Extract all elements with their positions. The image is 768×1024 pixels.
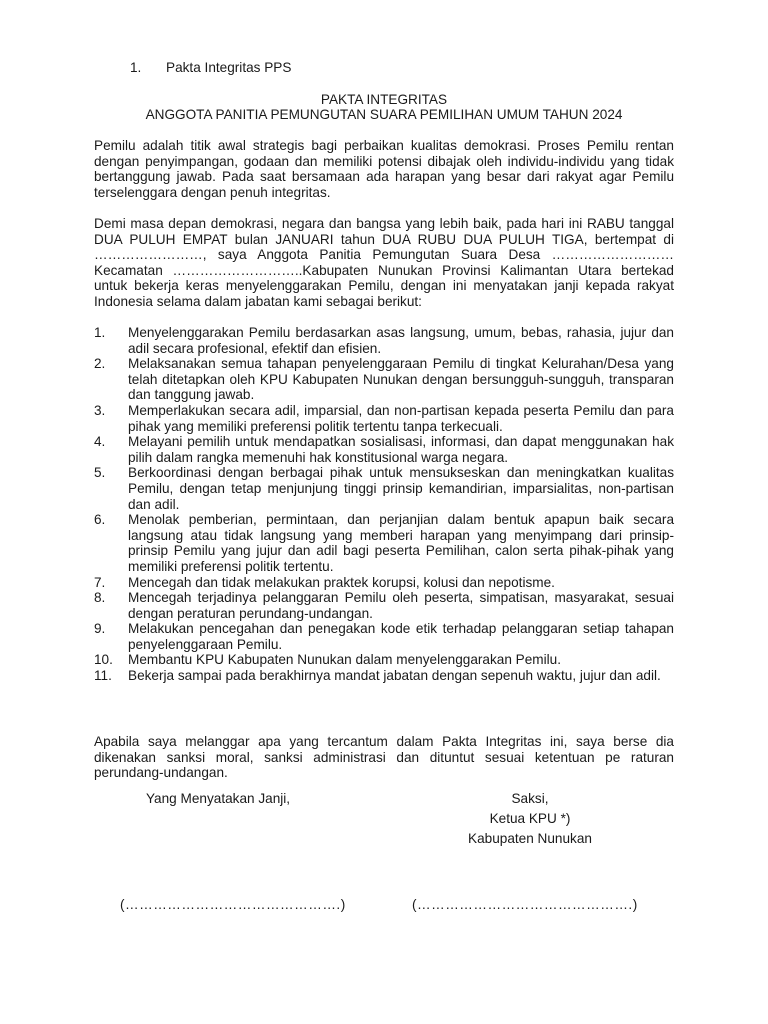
intro-paragraph-1: Pemilu adalah titik awal strategis bagi perbaikan kualitas demokrasi. Proses Pemilu rentan dengan penyimpangan, godaan dan memiliki potensi dibajak oleh individu-individu yang tidak bertanggung jawab. Pada saat bersamaan ada harapan yang besar dari rakyat agar Pemilu terselenggara dengan penuh integritas. [94,138,674,200]
list-number: 9. [94,621,106,637]
list-item [94,621,674,652]
section-heading: Pakta Integritas PPS [166,60,292,75]
list-text: Mencegah terjadinya pelanggaran Pemilu oleh peserta, simpatisan, masyarakat, sesuai dengan peraturan perundang-undangan. [128,590,674,621]
list-text: Mencegah dan tidak melakukan praktek korupsi, kolusi dan nepotisme. [128,574,555,590]
witness-signature-line: (……………………………………….) [412,897,638,912]
witness-label: Saksi, [511,791,549,806]
list-text: Menolak pemberian, permintaan, dan perjanjian dalam bentuk apapun baik secara langsung atau tidak langsung yang memberi harapan yang menyimpang dari prinsip-prinsip Pemilu yang jujur dan adil bagi peserta Pemilihan, calon serta pihak-pihak yang memiliki preferensi politik tertentu. [128,512,674,574]
list-item [94,465,674,512]
section-number: 1. [130,60,142,75]
list-number: 5. [94,465,106,481]
list-item [94,668,674,684]
list-number: 10. [94,652,113,668]
witness-title: Ketua KPU *) [489,811,571,826]
list-number: 3. [94,402,106,418]
list-item [94,652,674,668]
list-text: Membantu KPU Kabupaten Nunukan dalam menyelenggarakan Pemilu. [128,652,561,668]
witness-regency: Kabupaten Nunukan [468,831,592,846]
list-item [94,325,674,356]
list-number: 7. [94,574,106,590]
list-number: 8. [94,590,106,606]
list-text: Melayani pemilih untuk mendapatkan sosialisasi, informasi, dan dapat menggunakan hak pilih dalam rangka memenuhi hak konstitusional warga negara. [128,434,674,465]
list-number: 1. [94,325,106,340]
list-text: Melakukan pencegahan dan penegakan kode etik terhadap pelanggaran setiap tahapan penyelenggaraan Pemilu. [128,621,674,652]
list-item [94,434,674,465]
commitment-list [94,325,674,684]
list-item [94,512,674,574]
list-item [94,590,674,621]
list-text: Bekerja sampai pada berakhirnya mandat jabatan dengan sepenuh waktu, jujur dan adil. [128,668,661,684]
signer-label: Yang Menyatakan Janji, [146,791,291,806]
list-number: 4. [94,434,106,450]
closing-paragraph: Apabila saya melanggar apa yang tercantum dalam Pakta Integritas ini, saya berse dia dikenakan sanksi moral, sanksi administrasi dan dituntut sesuai ketentuan pe raturan perundang-undangan. [94,734,674,781]
list-number: 6. [94,512,106,528]
list-text: Berkoordinasi dengan berbagai pihak untuk mensukseskan dan meningkatkan kualitas Pemilu, dengan tetap menjunjung tinggi prinsip kemandirian, imparsialitas, non-partisan dan adil. [128,465,674,512]
document-subtitle: ANGGOTA PANITIA PEMUNGUTAN SUARA PEMILIHAN UMUM TAHUN 2024 [145,107,623,122]
document-title: PAKTA INTEGRITAS [320,92,448,107]
list-item [94,356,674,403]
list-text: Memperlakukan secara adil, imparsial, dan non-partisan kepada peserta Pemilu dan para pihak yang memiliki preferensi politik tertentu tanpa terkecuali. [128,402,674,434]
list-number: 11. [94,668,112,684]
list-text: Melaksanakan semua tahapan penyelenggaraan Pemilu di tingkat Kelurahan/Desa yang telah ditetapkan oleh KPU Kabupaten Nunukan dengan bersungguh-sungguh, transparan dan tanggung jawab. [128,356,674,403]
intro-paragraph-2: Demi masa depan demokrasi, negara dan bangsa yang lebih baik, pada hari ini RABU tanggal DUA PULUH EMPAT bulan JANUARI tahun DUA RUBU DUA PULUH TIGA, bertempat di ……………………, saya Anggota Panitia Pemungutan Suara Desa ……………………… Kecamatan ………………………..Kabupaten Nunukan Provinsi Kalimantan Utara bertekad untuk bekerja keras menyelenggarakan Pemilu, dengan ini menyatakan janji kepada rakyat Indonesia selama dalam jabatan kami sebagai berikut: [94,216,674,309]
signer-signature-line: (……………………………………….) [120,897,346,912]
list-item [94,403,674,434]
list-text: Menyelenggarakan Pemilu berdasarkan asas langsung, umum, bebas, rahasia, jujur dan adil secara profesional, efektif dan efisien. [128,325,674,356]
list-item [94,575,674,591]
list-number: 2. [94,356,106,372]
